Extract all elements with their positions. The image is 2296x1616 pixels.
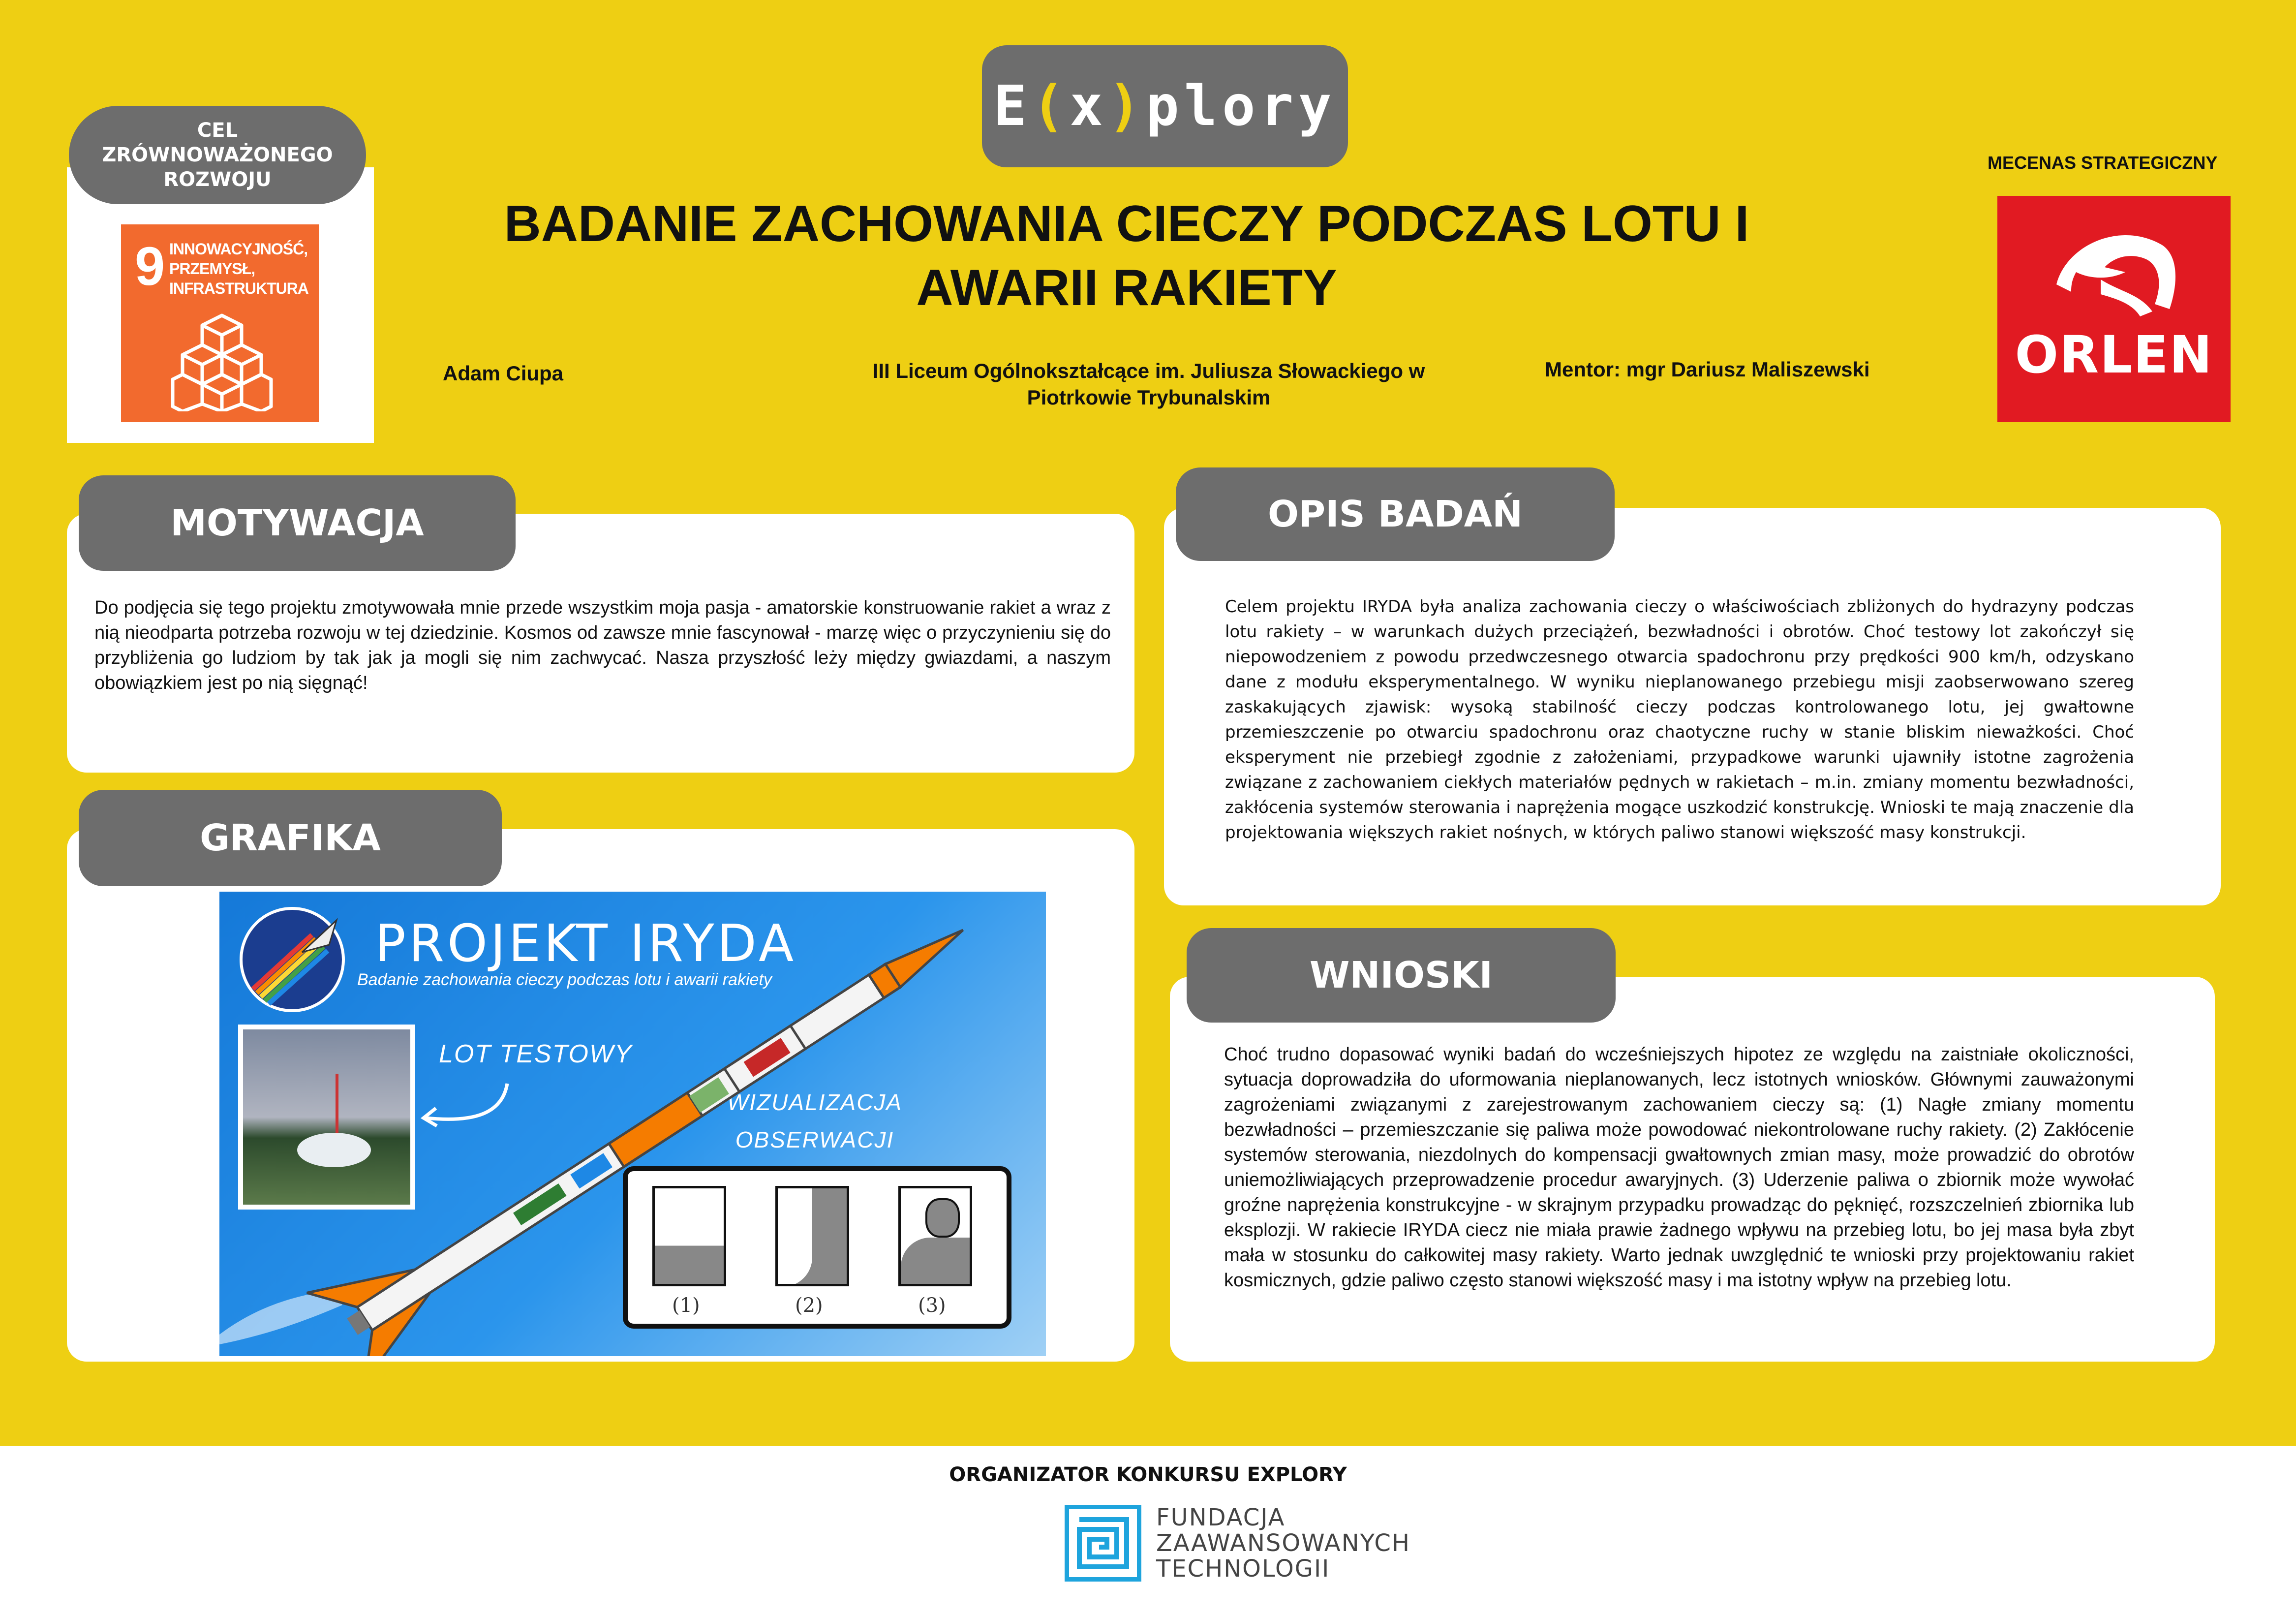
sdg-header-line: CEL [197,119,238,142]
orlen-wordmark: ORLEN [2015,325,2213,385]
grafika-heading: GRAFIKA [79,790,502,886]
school-line: Piotrkowie Trybunalskim [1027,386,1271,409]
maze-logo-icon [1065,1505,1141,1582]
sponsor-label: MECENAS STRATEGICZNY [1988,153,2218,173]
project-subtitle: Badanie zachowania cieczy podczas lotu i awarii rakiety [357,970,772,989]
sdg-number: 9 [135,236,165,297]
cubes-icon [170,313,274,411]
school-name [817,358,1481,411]
foundation-line: ZAAWANSOWANYCH [1156,1529,1410,1557]
opis-text: Celem projektu IRYDA była analiza zachowania cieczy o właściwościach zbliżonych do hydrazyny podczas lotu rakiety – w warunkach dużych przeciążeń, bezwładności i obrotów. Choć testowy lot zakończył się niepowodzeniem z powodu przedwczesnego otwarcia spadochronu przy prędkości 900 km/h, odzyskano dane z modułu eksperymentalnego. W wyniku nieplanowanego przebiegu misji zaobserwowano szereg zaskakujących zjawisk: wysoką stabilność cieczy podczas kontrolowanego lotu, jej gwałtowne przemieszczenie po otwarciu spadochronu oraz chaotyczne ruchy w stanie bliskim nieważkości. Choć eksperyment nie przebiegł zgodnie z założeniami, przypadkowe warunki ujawniły istotne zagrożenia związane z zachowaniem ciekłych materiałów pędnych w rakietach – m.in. zmiany momentu bezwładności, zakłócenia systemów sterowania i naprężenia mogące uszkodzić konstrukcję. Wnioski te mają znaczenie dla projektowania większych rakiet nośnych, w których paliwo stanowi większość masy konstrukcji. [1225,597,2134,842]
foundation-name [1156,1505,1410,1582]
organizer-label: ORGANIZATOR KONKURSU EXPLORY [949,1463,1347,1486]
sdg-title [169,239,308,298]
observation-panel-3 [898,1186,972,1286]
motywacja-text: Do podjęcia się tego projektu zmotywowała mnie przede wszystkim moja pasja - amatorskie konstruowanie rakiet a wraz z nią nieodparta potrzeba rozwoju w tej dziedzinie. Kosmos od zawsze mnie fascynował - marzę więc o przyczynieniu się do przybliżenia go ludziom by tak jak ja mogli się nim zachwycać. Nasza przyszłość leży między gwiazdami, a naszym obowiązkiem jest po nią sięgnąć! [94,597,1111,693]
logo-paren-open: ( [1031,74,1070,138]
wnioski-heading: WNIOSKI [1187,928,1616,1023]
viz-label-line: OBSERWACJI [735,1127,894,1152]
eagle-icon [2047,225,2184,324]
viz-label-line: WIZUALIZACJA [727,1089,903,1115]
foundation-line: FUNDACJA [1156,1504,1286,1531]
panel-label-1: (1) [672,1294,700,1317]
panel-label-3: (3) [918,1294,946,1317]
motywacja-heading: MOTYWACJA [79,475,516,571]
observation-panel-2 [775,1186,849,1286]
sdg-header [69,106,366,204]
mentor-name: Mentor: mgr Dariusz Maliszewski [1545,358,1870,381]
project-title: PROJEKT IRYDA [375,913,797,973]
foundation-line: TECHNOLOGII [1156,1555,1330,1583]
sdg-goal-9-tile [121,224,319,422]
observation-panels [623,1166,1011,1329]
logo-paren-close: ) [1107,74,1146,138]
explory-logo [982,45,1348,167]
poster-title-line: BADANIE ZACHOWANIA CIECZY PODCZAS LOTU I [504,195,1749,252]
poster-title [443,192,1810,320]
sdg-title-line: INFRASTRUKTURA [169,280,308,297]
logo-text-e: E [993,74,1032,138]
logo-text-x: x [1070,74,1108,138]
observation-panel-1 [652,1186,726,1286]
sdg-title-line: PRZEMYSŁ, [169,260,255,278]
school-line: III Liceum Ogólnokształcące im. Juliusza Słowackiego w [872,359,1425,382]
sdg-header-line: ROZWOJU [163,168,272,191]
sdg-title-line: INNOWACYJNOŚĆ, [169,240,308,258]
panel-label-2: (2) [795,1294,823,1317]
author-name: Adam Ciupa [443,362,564,385]
wnioski-text: Choć trudno dopasować wyniki badań do wcześniejszych hipotez ze względu na zaistniałe okoliczności, sytuacja doprowadziła do uformowania nieplanowanych, lecz istotnych wniosków. Głównymi zauważonymi zagrożeniami związanymi z zarejestrowanym zachowaniem cieczy są: (1) Nagłe zmiany momentu bezwładności – przemieszczanie się paliwa może powodować niekontrolowane ruchy rakiety. (2) Zakłócenie systemów sterowania, niezdolnych do kompensacji gwałtownych zmian masy, może prowadzić do obrotów uniemożliwiających przeprowadzenie procedur awaryjnych. (3) Uderzenie paliwa o zbiornik może wywołać groźne naprężenia konstrukcyjne - w skrajnym przypadku prowadząc do pęknięć, rozszczelnień zbiornika lub eksplozji. W rakiecie IRYDA ciecz nie miała prawie żadnego wpływu na przebieg lotu, bo jej masa była zbyt mała w stosunku do całkowitej masy rakiety. Warto jednak uwzględnić te wnioski przy projektowaniu rakiet kosmicznych, gdzie paliwo często stanowi większość masy i ma istotny wpływ na przebieg lotu. [1224,1044,2134,1291]
poster-title-line: AWARII RAKIETY [916,259,1337,316]
sdg-header-line: ZRÓWNOWAŻONEGO [102,144,333,166]
opis-heading: OPIS BADAŃ [1176,467,1615,561]
logo-text-plory: plory [1146,74,1337,138]
orlen-logo [1997,196,2231,422]
iryda-infographic [219,892,1046,1356]
lot-testowy-label: LOT TESTOWY [439,1040,633,1068]
